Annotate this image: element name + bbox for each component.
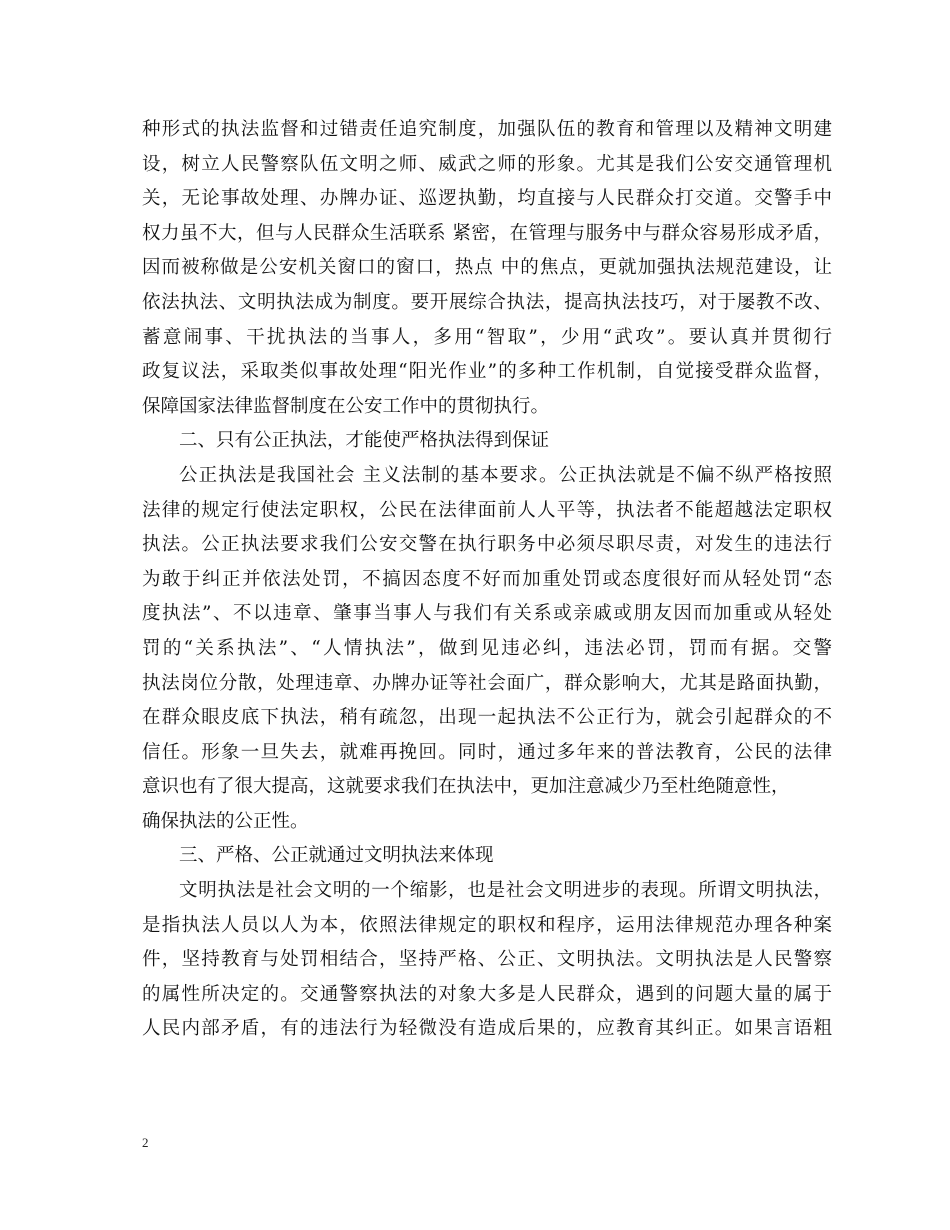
paragraph-line-indented: 文明执法是社会文明的一个缩影，也是社会文明进步的表现。所谓文明执法， — [179, 880, 832, 902]
paragraph-line: 信任。形象一旦失去，就难再挽回。同时，通过多年来的普法教育，公民的法律 — [142, 741, 832, 763]
paragraph-line-indented: 二、只有公正执法，才能使严格执法得到保证 — [179, 430, 550, 452]
paragraph-line: 依法执法、文明执法成为制度。要开展综合执法，提高执法技巧，对于屡教不改、 — [142, 291, 832, 313]
paragraph-line: 确保执法的公正性。 — [142, 810, 309, 832]
paragraph-line: 度执法”、不以违章、肇事当事人与我们有关系或亲戚或朋友因而加重或从轻处 — [142, 603, 832, 625]
paragraph-line: 执法岗位分散，处理违章、办牌办证等社会面广，群众影响大，尤其是路面执勤， — [142, 672, 832, 694]
paragraph-line: 是指执法人员以人为本，依照法律规定的职权和程序，运用法律规范办理各种案 — [142, 914, 832, 936]
paragraph-line: 执法。公正执法要求我们公安交警在执行职务中必须尽职尽责，对发生的违法行 — [142, 534, 832, 556]
paragraph-line: 种形式的执法监督和过错责任追究制度，加强队伍的教育和管理以及精神文明建 — [142, 119, 832, 140]
paragraph-line: 关，无论事故处理、办牌办证、巡逻执勤，均直接与人民群众打交道。交警手中 — [142, 188, 832, 210]
paragraph-line: 的属性所决定的。交通警察执法的对象大多是人民群众，遇到的问题大量的属于 — [142, 983, 832, 1005]
paragraph-line-indented: 三、严格、公正就通过文明执法来体现 — [179, 845, 494, 867]
page-number: 2 — [142, 1135, 149, 1150]
paragraph-line: 保障国家法律监督制度在公安工作中的贯彻执行。 — [142, 395, 550, 417]
paragraph-line: 政复议法，采取类似事故处理“阳光作业”的多种工作机制，自觉接受群众监督， — [142, 361, 832, 383]
paragraph-line: 件，坚持教育与处罚相结合，坚持严格、公正、文明执法。文明执法是人民警察 — [142, 949, 832, 971]
paragraph-line: 因而被称做是公安机关窗口的窗口，热点 中的焦点，更就加强执法规范建设，让 — [142, 257, 832, 279]
paragraph-line: 在群众眼皮底下执法，稍有疏忽，出现一起执法不公正行为，就会引起群众的不 — [142, 707, 832, 729]
paragraph-line: 权力虽不大，但与人民群众生活联系 紧密，在管理与服务中与群众容易形成矛盾， — [142, 222, 832, 244]
paragraph-line: 罚的“关系执法”、“人情执法”，做到见违必纠，违法必罚，罚而有据。交警 — [142, 637, 832, 659]
paragraph-line: 蓄意闹事、干扰执法的当事人，多用“智取”，少用“武攻”。要认真并贯彻行 — [142, 326, 832, 348]
paragraph-line: 人民内部矛盾，有的违法行为轻微没有造成后果的，应教育其纠正。如果言语粗 — [142, 1018, 832, 1040]
paragraph-line-indented: 公正执法是我国社会 主义法制的基本要求。公正执法就是不偏不纵严格按照 — [179, 464, 832, 486]
paragraph-line: 法律的规定行使法定职权，公民在法律面前人人平等，执法者不能超越法定职权 — [142, 499, 832, 521]
body-text — [142, 113, 832, 1047]
paragraph-line: 为敢于纠正并依法处罚，不搞因态度不好而加重处罚或态度很好而从轻处罚“态 — [142, 568, 832, 590]
paragraph-line: 意识也有了很大提高，这就要求我们在执法中，更加注意减少乃至杜绝随意性， — [142, 776, 790, 798]
paragraph-line: 设，树立人民警察队伍文明之师、威武之师的形象。尤其是我们公安交通管理机 — [142, 153, 832, 175]
